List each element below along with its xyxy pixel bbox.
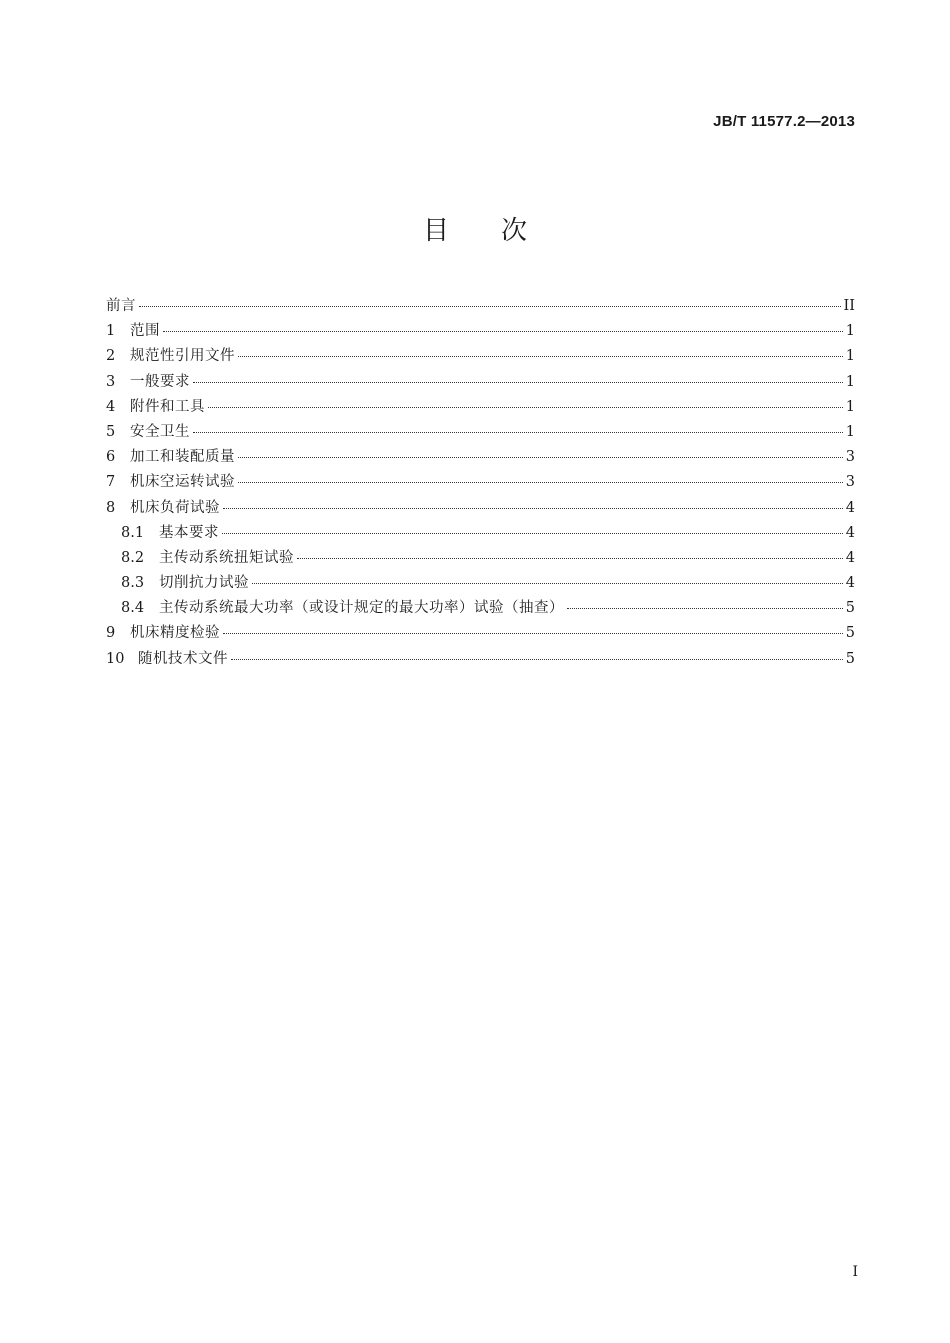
toc-leader-dots — [238, 356, 843, 357]
document-code: JB/T 11577.2—2013 — [713, 113, 855, 130]
toc-entry-label: 前言 — [106, 298, 136, 314]
toc-leader-dots — [163, 331, 843, 332]
toc-entry-8-4[interactable] — [106, 596, 855, 621]
toc-entry-3[interactable] — [106, 370, 855, 395]
toc-leader-dots — [208, 407, 843, 408]
toc-entry-4[interactable] — [106, 395, 855, 420]
toc-leader-dots — [139, 306, 841, 307]
toc-title-char-1: 目 — [422, 216, 449, 246]
toc-entry-page: 1 — [845, 423, 855, 440]
toc-entry-label: 机床精度检验 — [130, 625, 220, 642]
toc-entry-page: 3 — [845, 449, 855, 466]
toc-entry-page: 1 — [845, 373, 855, 390]
toc-entry-label: 主传动系统扭矩试验 — [159, 549, 294, 566]
toc-entry-page: 4 — [845, 549, 855, 566]
toc-entry-page: 4 — [845, 524, 855, 541]
toc-entry-number: 8.1 — [121, 524, 145, 541]
toc-entry-number: 5 — [106, 423, 116, 440]
toc-entry-8[interactable] — [106, 496, 855, 521]
toc-entry-number: 4 — [106, 398, 116, 415]
toc-entry-2[interactable] — [106, 344, 855, 369]
toc-leader-dots — [222, 533, 843, 534]
toc-entry-page: 5 — [845, 650, 855, 667]
toc-entry-label: 一般要求 — [130, 373, 190, 390]
toc-entry-5[interactable] — [106, 420, 855, 445]
toc-entry-page: 5 — [845, 600, 855, 617]
toc-entry-page: 4 — [845, 499, 855, 516]
toc-entry-page: 1 — [845, 398, 855, 415]
toc-entry-label: 机床空运转试验 — [130, 474, 235, 491]
toc-title — [0, 210, 950, 247]
toc-entry-8-1[interactable] — [106, 521, 855, 546]
toc-list — [106, 294, 855, 672]
toc-leader-dots — [223, 508, 843, 509]
toc-entry-label: 主传动系统最大功率（或设计规定的最大功率）试验（抽查） — [159, 600, 564, 617]
toc-entry-number: 8 — [106, 499, 116, 516]
toc-entry-label: 附件和工具 — [130, 398, 205, 415]
toc-entry-page: II — [843, 298, 855, 314]
toc-entry-7[interactable] — [106, 470, 855, 495]
toc-entry-9[interactable] — [106, 621, 855, 646]
toc-entry-number: 9 — [106, 625, 116, 642]
toc-entry-label: 机床负荷试验 — [130, 499, 220, 516]
toc-entry-page: 4 — [845, 575, 855, 592]
toc-entry-label: 规范性引用文件 — [130, 348, 235, 365]
toc-entry-number: 8.2 — [121, 549, 145, 566]
toc-entry-number: 6 — [106, 449, 116, 466]
toc-leader-dots — [193, 382, 843, 383]
toc-entry-label: 安全卫生 — [130, 423, 190, 440]
toc-entry-number: 1 — [106, 323, 116, 340]
toc-entry-10[interactable] — [106, 647, 855, 672]
toc-entry-number: 10 — [106, 650, 125, 667]
toc-leader-dots — [193, 432, 843, 433]
toc-leader-dots — [223, 633, 843, 634]
toc-entry-number: 8.3 — [121, 575, 145, 592]
toc-entry-page: 1 — [845, 323, 855, 340]
toc-leader-dots — [567, 608, 843, 609]
toc-leader-dots — [231, 659, 843, 660]
toc-entry-8-2[interactable] — [106, 546, 855, 571]
toc-entry-page: 1 — [845, 348, 855, 365]
toc-entry-8-3[interactable] — [106, 571, 855, 596]
toc-leader-dots — [238, 457, 843, 458]
page-number: I — [852, 1264, 858, 1280]
toc-leader-dots — [297, 558, 843, 559]
toc-entry-number: 8.4 — [121, 600, 145, 617]
toc-entry-label: 基本要求 — [159, 524, 219, 541]
toc-entry-label: 随机技术文件 — [138, 650, 228, 667]
toc-leader-dots — [252, 583, 843, 584]
toc-entry-6[interactable] — [106, 445, 855, 470]
toc-entry-label: 范围 — [130, 323, 160, 340]
toc-entry-label: 切削抗力试验 — [159, 575, 249, 592]
toc-entry-number: 3 — [106, 373, 116, 390]
toc-entry-number: 7 — [106, 474, 116, 491]
toc-entry-page: 3 — [845, 474, 855, 491]
toc-entry-label: 加工和装配质量 — [130, 449, 235, 466]
toc-leader-dots — [238, 482, 843, 483]
toc-entry-foreword[interactable] — [106, 294, 855, 319]
toc-entry-number: 2 — [106, 348, 116, 365]
toc-entry-1[interactable] — [106, 319, 855, 344]
toc-title-char-2: 次 — [501, 216, 528, 246]
toc-entry-page: 5 — [845, 625, 855, 642]
